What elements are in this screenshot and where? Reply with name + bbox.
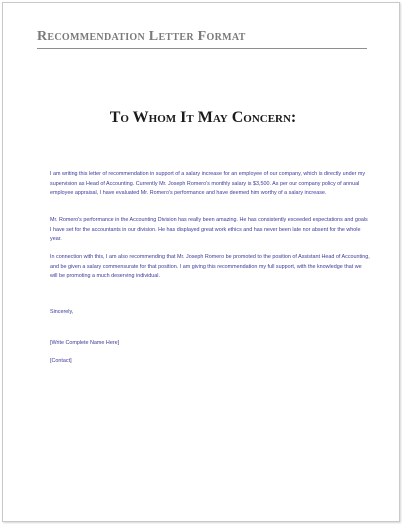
document-header-title: Recommendation Letter Format [37,29,246,44]
closing-text: Sincerely, [50,309,74,315]
name-placeholder: [Write Complete Name Here] [50,340,120,346]
letter-paragraph: Mr. Romero's performance in the Accounting Division has really been amazing. He has consistently exceeded expectations and goals I have set for the accountants in our division. He has displayed great work ethics and has never been late nor absent for the whole year. [50,217,368,243]
letter-paragraph: In connection with this, I am also recommending that Mr. Joseph Romero be promoted to the position of Assistant Head of Accounting, and be given a salary commensurate for that position. I am giving this recommendation my full support, with the knowledge that we will be promoting a much deserving individual. [50,254,370,280]
salutation-heading: To Whom It May Concern: [109,109,297,126]
letter-page [2,2,400,522]
contact-placeholder: [Contact] [50,358,72,364]
letter-paragraph: I am writing this letter of recommendation in support of a salary increase for an employee of our company, which is directly under my supervision as Head of Accounting. Currently Mr. Joseph Romero's monthly salary is $3,500. As per our company policy of annual employee appraisal, I have evaluated Mr. Romero's performance and have deemed him worthy of a salary increase. [50,171,366,197]
header-divider [37,48,367,49]
